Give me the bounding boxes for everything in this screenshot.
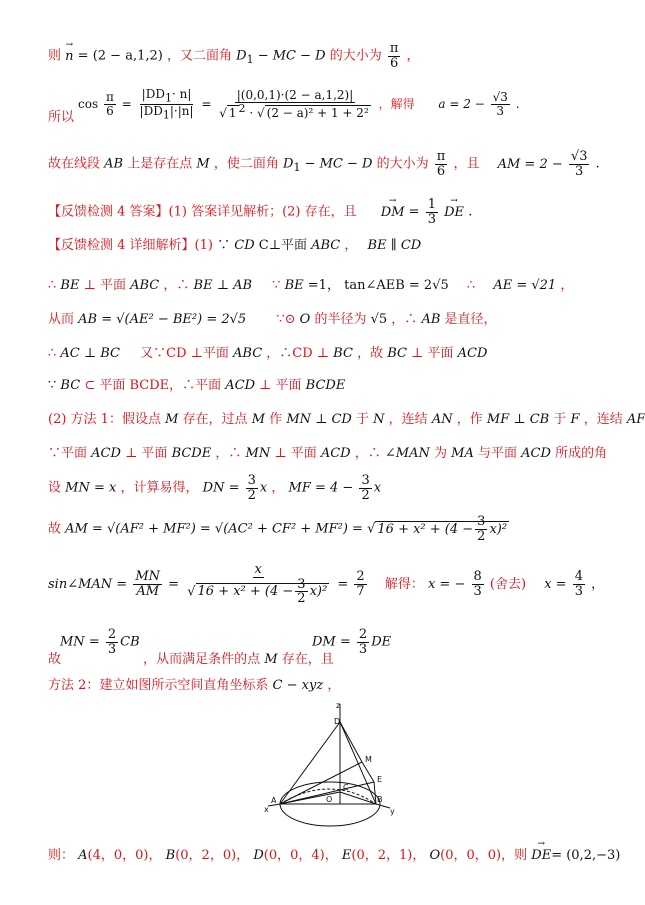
text: ⊥ 平面 (259, 378, 302, 393)
therefore-sign: ∴ (48, 278, 57, 293)
cos-label: cos (78, 96, 99, 111)
equals: = (337, 576, 349, 592)
mn-label: MN = (60, 634, 100, 650)
text: ，∴ (163, 278, 190, 293)
equals: = (121, 96, 132, 111)
text: 故 (48, 652, 62, 667)
denominator: 2 (361, 487, 370, 503)
y-axis (376, 804, 390, 808)
because-sign: ∵ (272, 278, 281, 293)
vector-value: = (2 − a,1,2) (77, 48, 163, 64)
denominator: 3 (496, 103, 505, 118)
radicand: 1 (228, 105, 237, 120)
denominator: 2 (297, 591, 306, 607)
therefore-sign: ∴ (48, 346, 57, 361)
denominator: 3 (574, 583, 583, 599)
fraction-2-3 (357, 628, 369, 656)
text: 方法 2：建立如图所示空间直角坐标系 (48, 678, 269, 693)
numerator: 3 (361, 473, 370, 488)
text: 上是存在点 (127, 156, 193, 172)
plane-abc: ABC (233, 346, 263, 361)
numerator: 2 (358, 627, 368, 642)
line-normal-vector (48, 42, 420, 70)
text: ，故 (357, 346, 384, 361)
line-cos-equation (78, 88, 520, 121)
text: 则： (48, 848, 75, 863)
label-a: A (271, 796, 277, 805)
text: ，∴ (215, 446, 242, 461)
label-d: D (334, 717, 341, 726)
angle-man: ∠MAN (384, 446, 430, 461)
numerator: MN (135, 569, 161, 585)
comma: ， (271, 480, 285, 496)
line-plane-perp (48, 378, 345, 394)
comma: ， (327, 678, 341, 693)
text: 存在，过点 (182, 412, 248, 427)
coord-o: (0，0，0)，则 (440, 848, 528, 863)
numerator: 1 (427, 197, 436, 212)
angle-name: − MC − D (253, 48, 326, 64)
point-o: O (299, 312, 311, 327)
am-formula: AM = √(AF² + MF²) = √(AC² + CF² + MF²) = (65, 521, 363, 537)
perp-statement: BE ⊥ AB (193, 278, 253, 293)
segment-bc: BC (387, 346, 407, 361)
plane-acd: ACD (91, 446, 121, 461)
point-m: M (251, 412, 266, 427)
solve-text: ，解得 (378, 96, 415, 111)
numerator: 4 (574, 569, 583, 585)
denominator: 3 (107, 641, 117, 657)
edge-dm (340, 722, 362, 762)
label-b: B (377, 795, 383, 804)
perp-statement: AC ⊥ BC (60, 346, 120, 361)
text: 的大小为 (376, 156, 429, 172)
label-x: x (264, 805, 269, 814)
variable-x: x (259, 480, 268, 496)
text: ，∴ (391, 312, 418, 327)
label-z: z (336, 701, 341, 710)
text: 于 (356, 412, 370, 427)
answer-title: 【反馈检测 4 答案】(1) 答案详见解析；(2) 存在，且 (48, 204, 357, 220)
subscript: 1 (162, 108, 170, 122)
x-value: x = − (427, 576, 466, 592)
text: 的半径为 (314, 312, 367, 327)
coordinate-system: C − xyz (272, 678, 324, 693)
text: ∵平面 (48, 446, 88, 461)
denominator: 3 (427, 211, 436, 227)
segment-be: BE (60, 278, 80, 293)
point-n: N (373, 412, 385, 427)
fraction-2-7 (354, 570, 366, 598)
perp-statement: MF ⊥ CB (486, 412, 550, 427)
fraction-3-2 (246, 474, 258, 502)
edge-ma (280, 762, 362, 804)
segment-af: AF (626, 412, 645, 427)
line-detail-header (48, 238, 421, 254)
fraction-pi-6 (435, 150, 448, 178)
denominator: 3 (575, 163, 584, 179)
line-bc-perp (48, 346, 487, 362)
text: 所成的角 (555, 446, 608, 461)
fraction-1-3 (426, 198, 438, 226)
ab-value: AB = √(AE² − BE²) = 2√5 (78, 312, 247, 327)
equals: = (408, 204, 420, 220)
segment-be: BE (284, 278, 304, 293)
plane-acd: ACD (521, 446, 551, 461)
numerator: 3 (297, 576, 306, 592)
period: . (595, 156, 600, 172)
radicand: 16 + x² + (4 − (377, 521, 474, 537)
numerator: 3 (500, 90, 508, 105)
edge-me (362, 762, 374, 782)
denominator: AM (136, 583, 160, 599)
point-d: D (283, 156, 294, 172)
segment-ab: AB (421, 312, 441, 327)
numerator: 3 (247, 473, 256, 488)
text: 故 (48, 521, 62, 537)
radius-value: √5 (370, 312, 388, 327)
sin-label: sin∠MAN = (48, 576, 128, 592)
point-m: M (196, 156, 210, 172)
numerator: x (254, 562, 262, 577)
because-sign: ∵ (217, 238, 231, 253)
numerator: 3 (477, 514, 486, 529)
point-o: O (429, 848, 441, 863)
numerator: π (105, 90, 114, 105)
mn-value: MN = x (65, 480, 117, 496)
point-a: A (78, 848, 88, 863)
because-sign: ∵ (48, 378, 57, 393)
denominator: 6 (389, 55, 399, 71)
fraction-mn-am (133, 570, 162, 598)
text: ， (406, 48, 420, 64)
text: ，且 (453, 156, 480, 172)
point-m: M (165, 412, 179, 427)
comma: ， (591, 576, 605, 592)
line-answer-header (48, 198, 472, 226)
segment-bc: BC (60, 378, 81, 393)
plane-abc: ABC (130, 278, 160, 293)
numerator: |(0,0,1)·(2 − a,1,2)| (236, 88, 354, 103)
line-so (48, 110, 74, 126)
plane-abc: ABC (311, 238, 341, 253)
label-y: y (390, 807, 395, 816)
vector-dm: → DM (381, 205, 405, 221)
text: ⊂ 平面 BCDE，∴平面 (84, 378, 222, 393)
line-coordinates (48, 848, 620, 864)
tan-value: tan∠AEB = 2√5 (344, 278, 449, 293)
mf-label: MF = 4 − (288, 480, 354, 496)
numerator: · n| (171, 87, 192, 101)
numerator: π (436, 149, 446, 164)
text: ，计算易得， (120, 480, 199, 496)
fraction-root3-3: $\frac{√3}{3}$ (570, 149, 588, 179)
line-method1 (48, 412, 645, 428)
x-value: x = (544, 576, 567, 592)
vector-de: → DE (531, 848, 551, 864)
plane-acd: ACD (457, 346, 488, 361)
variable-x: x (373, 480, 382, 496)
segment-ma: MA (451, 446, 474, 461)
numerator: 2 (356, 569, 365, 585)
text: 存在，且 (281, 652, 334, 667)
a-value: a = 2 − (438, 96, 485, 111)
rejected-note: (舍去) (489, 576, 527, 592)
text: 是直径， (444, 312, 497, 327)
text: 设 (48, 480, 62, 496)
fraction-pi-6 (388, 42, 401, 70)
denominator: 2 (247, 487, 256, 503)
point-d: D (253, 848, 264, 863)
text: C⊥平面 (258, 238, 307, 253)
text: 作 (269, 412, 283, 427)
point-f: F (570, 412, 580, 427)
therefore-sign: ∴ (466, 278, 476, 293)
radicand: x)² (489, 521, 508, 537)
text: 为 (434, 446, 448, 461)
am-value: AM = 2 − (497, 156, 563, 172)
exponent: 2 (238, 101, 246, 115)
numerator: 8 (473, 569, 482, 585)
segment-an: AN (431, 412, 453, 427)
text: ，又二面角 (166, 48, 232, 64)
label-c: C (343, 783, 349, 792)
point-e: E (341, 848, 352, 863)
plane-acd: ACD (320, 446, 351, 461)
text: ，使二面角 (213, 156, 279, 172)
fraction-pi-6 (104, 91, 116, 117)
text: ⊥ 平面 (274, 446, 317, 461)
denominator: 6 (436, 163, 446, 179)
subscript: 1 (293, 161, 301, 175)
denominator: 2 (477, 528, 486, 544)
subscript: 1 (164, 91, 172, 105)
fraction-3-2 (295, 578, 307, 606)
subscript: 1 (246, 53, 254, 67)
text: 则 (48, 48, 62, 64)
numerator: 2 (107, 627, 117, 642)
point-b: B (165, 848, 176, 863)
coord-e: (0，2，1)， (351, 848, 426, 863)
point-m: M (264, 652, 278, 667)
label-e: E (377, 775, 383, 784)
line-therefore-exists (48, 652, 334, 668)
segment-de: DE (371, 634, 392, 650)
segment-cd: CD (234, 238, 255, 253)
numerator: |DD (141, 87, 165, 101)
fraction-dd1-n (138, 88, 196, 121)
coord-d: (0，0，4)， (263, 848, 338, 863)
denominator: |·|n| (169, 103, 194, 118)
segment-mn: MN (245, 446, 271, 461)
plane-bcde: BCDE (171, 446, 212, 461)
denominator: 6 (106, 103, 114, 118)
fraction-3-2 (359, 474, 371, 502)
denominator: 3 (473, 583, 482, 599)
plane-acd: ACD (225, 378, 256, 393)
edge-cb (340, 792, 376, 804)
vector-de: → DE (444, 205, 464, 221)
text: ，连结 (388, 412, 428, 427)
equals: = (201, 96, 212, 111)
segment-ab: AB (104, 156, 124, 172)
ae-value: AE = √21 (493, 278, 557, 293)
vector-n: → n (65, 49, 73, 65)
numerator: π (389, 41, 399, 56)
line-am-formula: 故 AM = √(AF² + MF²) = √(AC² + CF² + MF²) = √ 16 + x² + (4 − $\frac{3}{2}$ x)² (48, 514, 508, 544)
because-circle: ∵⊙ (276, 312, 296, 327)
text: 与平面 (478, 446, 518, 461)
text: 于 (553, 412, 567, 427)
text: 又∵CD ⊥平面 (140, 346, 229, 361)
comma: ， (344, 238, 358, 253)
text: 所以 (48, 110, 75, 125)
line-method2 (48, 678, 340, 694)
plane-bcde: BCDE (305, 378, 346, 393)
text: 的大小为 (329, 48, 382, 64)
text: ⊥ 平面 (125, 446, 168, 461)
angle-name: − MC − D (300, 156, 373, 172)
segment-cb: CB (120, 634, 140, 650)
fraction-4-3 (573, 570, 585, 598)
be-value: =1， (307, 278, 340, 293)
text: ⊥ 平面 (83, 278, 126, 293)
dot: · (249, 105, 254, 120)
period: . (468, 204, 473, 220)
text: ，∴CD ⊥ (266, 346, 330, 361)
coord-b: (0，2，0)， (175, 848, 250, 863)
vector-de-value: = (0,2,−3) (551, 848, 621, 863)
dn-label: DN = (202, 480, 240, 496)
segment-bc: BC (333, 346, 353, 361)
label-o: O (326, 795, 333, 804)
numerator: 3 (579, 149, 588, 164)
period: . (515, 96, 520, 111)
text: ，连结 (583, 412, 623, 427)
coord-a: (4，0，0)， (87, 848, 162, 863)
radicand: 16 + x² + (4 − (197, 584, 294, 600)
line-set-x (48, 474, 381, 502)
denominator: 3 (358, 641, 368, 657)
line-conclusion (48, 150, 600, 178)
text: 从而 (48, 312, 75, 327)
perp-statement: MN ⊥ CD (286, 412, 352, 427)
equals: = (168, 576, 180, 592)
point-d: D (236, 48, 247, 64)
line-sin-man (48, 563, 604, 606)
radicand: (2 − a)² + 1 + 2² (266, 105, 369, 120)
comma: ， (560, 278, 574, 293)
text: ⊥ 平面 (411, 346, 454, 361)
detail-title: 【反馈检测 4 详细解析】(1) (48, 238, 213, 253)
fraction-3-2 (475, 515, 487, 543)
line-be-perp (48, 278, 573, 294)
text: ，作 (456, 412, 483, 427)
parallel-statement: BE ∥ CD (367, 238, 422, 253)
dm-label: DM = (312, 634, 351, 650)
fraction-dot-product: $\frac{|(0,0,1)\cdot(2 - a,1,2)|}{√ 1 ^2 \cdot √ (2 - a)^2 + 1 + 2^2}$ (219, 88, 369, 120)
radicand: x)² (309, 584, 328, 600)
label-m: M (365, 755, 372, 764)
text: ，从而满足条件的点 (143, 652, 261, 667)
text: 故在线段 (48, 156, 101, 172)
line-angle-man (48, 446, 607, 462)
text: ，∴ (354, 446, 381, 461)
fraction-x-over-root: x √ 16 + x² + (4 − $\frac{3}{2}$ x)² (187, 562, 328, 607)
line-ab-diameter (48, 312, 497, 328)
denominator: 7 (356, 583, 365, 599)
denominator: |DD (139, 103, 163, 118)
solve-text: 解得： (384, 576, 424, 592)
fraction-8-3 (472, 570, 484, 598)
geometry-figure (262, 700, 422, 840)
fraction-root3-3: $\frac{√3}{3}$ (492, 90, 508, 118)
text: (2) 方法 1：假设点 (48, 412, 161, 427)
